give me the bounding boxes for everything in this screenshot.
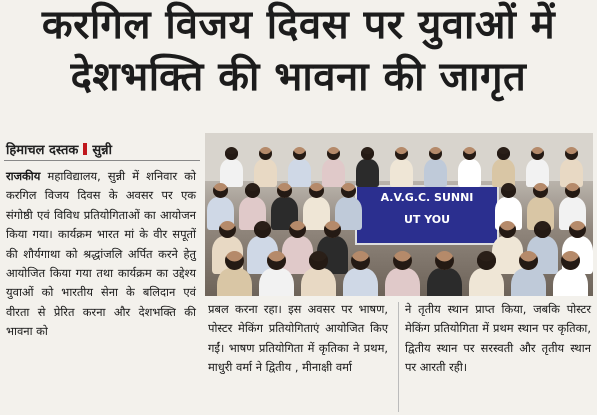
photo-person-head (245, 183, 260, 198)
photo-person-body (356, 159, 379, 188)
photo-person-body (469, 268, 503, 296)
event-photo (205, 133, 593, 296)
photo-banner-line-2: UT YOU (403, 213, 451, 226)
photo-person-head (254, 221, 271, 238)
photo-person-head (531, 147, 544, 160)
photo-person-head (393, 251, 412, 270)
photo-person-body (217, 268, 251, 296)
photo-person-head (277, 183, 292, 198)
photo-person-head (497, 147, 510, 160)
article-column-2: प्रबल करना रहा। इस अवसर पर भाषण, पोस्टर मेकिंग प्रतियोगिताएं आयोजित किए गईं। भाषण प्रतियोगिता में कृतिका ने प्रथम, माधुरी वर्मा ने द्वितीय , मीनाक्षी वर्मा (208, 302, 388, 375)
photo-person-head (565, 183, 580, 198)
photo-person-body (254, 159, 277, 188)
photo-person-head (267, 251, 286, 270)
photo-person-head (435, 251, 454, 270)
photo-person-head (533, 183, 548, 198)
byline-source: हिमाचल दस्तक (6, 143, 79, 158)
photo-person-body (511, 268, 545, 296)
photo-person-head (213, 183, 228, 198)
headline-line-1: करगिल विजय दिवस पर युवाओं में (41, 2, 556, 48)
photo-person-head (477, 251, 496, 270)
photo-person-head (259, 147, 272, 160)
article-lead-word: राजकीय (6, 169, 41, 183)
photo-person-head (293, 147, 306, 160)
photo-person-body (288, 159, 311, 188)
byline-place: सुन्नी (92, 143, 112, 158)
headline (0, 4, 597, 98)
photo-person-head (565, 147, 578, 160)
photo-person-head (225, 147, 238, 160)
photo-person-head (519, 251, 538, 270)
photo-person-body (390, 159, 413, 188)
photo-banner-line-1: A.V.G.C. SUNNI (380, 191, 474, 204)
photo-person-head (327, 147, 340, 160)
photo-person-body (424, 159, 447, 188)
byline (6, 140, 112, 158)
photo-banner (355, 185, 499, 245)
photo-person-head (289, 221, 306, 238)
photo-person-body (553, 268, 587, 296)
article-column-1-text: महाविद्यालय, सुन्नी में शनिवार को करगिल विजय दिवस के अवसर पर एक संगोष्ठी एवं विविध प्रतियोगिताओं का आयोजन किया गया। कार्यक्रम भारत मां के वीर सपूतों की शौर्यगाथा को श्रद्धांजलि अर्पित करने हेतु आयोजित किया गया तथा कार्यक्रम का उद्देश्य युवाओं को भारतीय सेना के बलिदान एवं वीरता से प्रेरित करना और देशभक्ति की भावना को (6, 169, 196, 339)
photo-person-body (427, 268, 461, 296)
photo-person-head (429, 147, 442, 160)
photo-person-head (395, 147, 408, 160)
byline-separator (83, 143, 87, 155)
photo-person-body (343, 268, 377, 296)
photo-person-head (569, 221, 586, 238)
column-divider (398, 302, 399, 412)
headline-line-2: देशभक्ति की भावना की जागृत (70, 54, 527, 100)
photo-person-head (499, 221, 516, 238)
photo-person-head (309, 251, 328, 270)
photo-person-body (385, 268, 419, 296)
photo-person-head (219, 221, 236, 238)
photo-person-head (341, 183, 356, 198)
photo-person-head (324, 221, 341, 238)
article-column-3: ने तृतीय स्थान प्राप्त किया, जबकि पोस्टर मेकिंग प्रतियोगिता में प्रथम स्थान पर कृतिका, द्वितीय स्थान पर सरस्वती और तृतीय स्थान पर आरती रही। (405, 302, 591, 375)
photo-person-head (561, 251, 580, 270)
photo-person-body (301, 268, 335, 296)
article-column-1 (6, 167, 196, 342)
byline-rule (4, 160, 200, 161)
photo-person-head (534, 221, 551, 238)
photo-person-head (361, 147, 374, 160)
photo-person-body (492, 236, 523, 273)
photo-person-head (351, 251, 370, 270)
photo-person-head (225, 251, 244, 270)
photo-person-body (322, 159, 345, 188)
photo-person-head (501, 183, 516, 198)
photo-person-body (259, 268, 293, 296)
photo-person-body (458, 159, 481, 188)
photo-person-body (282, 236, 313, 273)
photo-person-head (309, 183, 324, 198)
photo-person-head (463, 147, 476, 160)
